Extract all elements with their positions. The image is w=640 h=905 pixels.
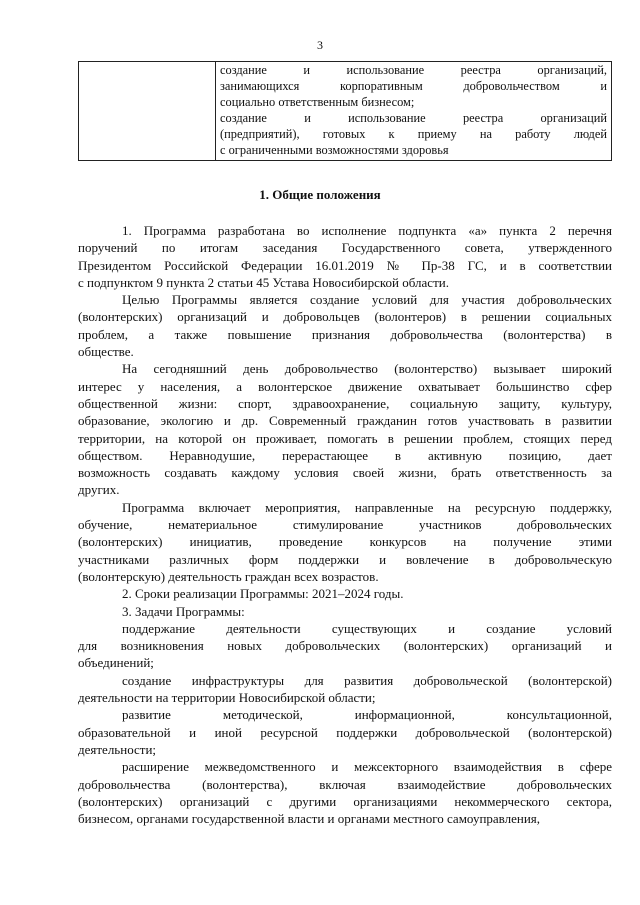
paragraph-line: 1. Программа разработана во исполнение подпункта «а» пункта 2 перечня [122, 223, 612, 238]
page-number: 3 [317, 38, 323, 52]
paragraph-line: образование, экологию и др. Современный гражданин готов участвовать в развитии [78, 413, 612, 429]
table-cell-line: с ограниченными возможностями здоровья [220, 143, 449, 158]
paragraph [78, 620, 612, 672]
paragraph-line: бизнесом, органами государственной власти и органами местного самоуправления, [78, 811, 541, 827]
paragraph-line: создание инфраструктуры для развития добровольческой (волонтерской) [122, 672, 612, 688]
paragraph-line: 3. Задачи Программы: [122, 603, 245, 619]
paragraph [78, 585, 612, 602]
paragraph-line: для возникновения новых добровольческих (волонтерских) организаций и [78, 638, 612, 654]
paragraph-line: поручений по итогам заседания Государственного совета, утвержденного [78, 240, 612, 256]
table-cell-line: создание и использование реестра организаций, [220, 63, 607, 77]
paragraph-line: Программа включает мероприятия, направленные на ресурсную поддержку, [122, 499, 612, 515]
table-cell-line: занимающихся корпоративным добровольчеством и [220, 79, 607, 94]
paragraph-line: Целью Программы является создание условий для участия добровольческих [122, 292, 612, 308]
paragraph-line: объединений; [78, 655, 154, 671]
paragraph [78, 499, 612, 585]
paragraph-line: (волонтерских) организаций с другими организациями некоммерческого сектора, [78, 793, 612, 809]
paragraph-line: добровольчества (волонтерства), включая взаимодействие добровольческих [78, 776, 612, 792]
paragraph [78, 758, 612, 827]
paragraph-line: общественной жизни: спорт, здравоохранение, социальную защиту, культуру, [78, 395, 612, 411]
paragraph-line: расширение межведомственного и межсекторного взаимодействия в сфере [122, 759, 612, 775]
paragraph [78, 291, 612, 360]
paragraph [78, 706, 612, 758]
paragraph-line: (волонтерских) инициатив, проведение конкурсов на получение этими [78, 534, 612, 550]
table-cell-line: социально ответственным бизнесом; [220, 95, 415, 110]
document-body [78, 222, 612, 827]
paragraph-line: Президентом Российской Федерации 16.01.2019 № Пр-38 ГС, и в соответствии [78, 257, 612, 273]
paragraph-line: деятельности на территории Новосибирской области; [78, 690, 376, 706]
paragraph-line: обществом. Неравнодушие, перерастающее в активную позицию, дает [78, 447, 612, 463]
table-cell-line: (предприятий), готовых к приему на работу людей [220, 127, 607, 142]
paragraph-line: 2. Сроки реализации Программы: 2021–2024 годы. [122, 586, 404, 602]
paragraph-line: образовательной и иной ресурсной поддержки добровольческой (волонтерской) [78, 724, 612, 740]
paragraph-line: интерес у населения, а волонтерское движение охватывает большинство сфер [78, 378, 612, 394]
paragraph [78, 603, 612, 620]
paragraph [78, 222, 612, 291]
paragraph-line: возможность создавать каждому условия своей жизни, брать ответственность за [78, 465, 612, 481]
table-row [79, 62, 612, 161]
paragraph-line: с подпунктом 9 пункта 2 статьи 45 Устава Новосибирской области. [78, 274, 449, 290]
paragraph-line: На сегодняшний день добровольчество (волонтерство) вызывает широкий [122, 361, 612, 377]
table-cell-content [216, 62, 612, 161]
table-cell-line: создание и использование реестра организаций [220, 111, 607, 126]
paragraph-line: (волонтерскую) деятельность граждан всех возрастов. [78, 568, 379, 584]
paragraph-line: развитие методической, информационной, консультационной, [122, 707, 612, 723]
section-title: 1. Общие положения [259, 187, 381, 202]
paragraph [78, 360, 612, 498]
paragraph-line: других. [78, 482, 120, 498]
paragraph-line: территории, на которой он проживает, помогать в решении проблем, стоящих перед [78, 430, 612, 446]
table-cell-empty [79, 62, 216, 161]
paragraph-line: деятельности; [78, 741, 157, 757]
paragraph-line: проблем, а также повышение признания добровольчества (волонтерства) в [78, 326, 612, 342]
paragraph-line: поддержание деятельности существующих и создание условий [122, 620, 612, 636]
paragraph-line: обучение, нематериальное стимулирование участников добровольческих [78, 517, 612, 533]
paragraph-line: обществе. [78, 344, 134, 360]
paragraph-line: участниками различных форм поддержки и вовлечение в добровольческую [78, 551, 612, 567]
paragraph-line: (волонтерских) организаций и добровольцев (волонтеров) в решении социальных [78, 309, 612, 325]
paragraph [78, 672, 612, 707]
continuation-table [78, 61, 612, 161]
